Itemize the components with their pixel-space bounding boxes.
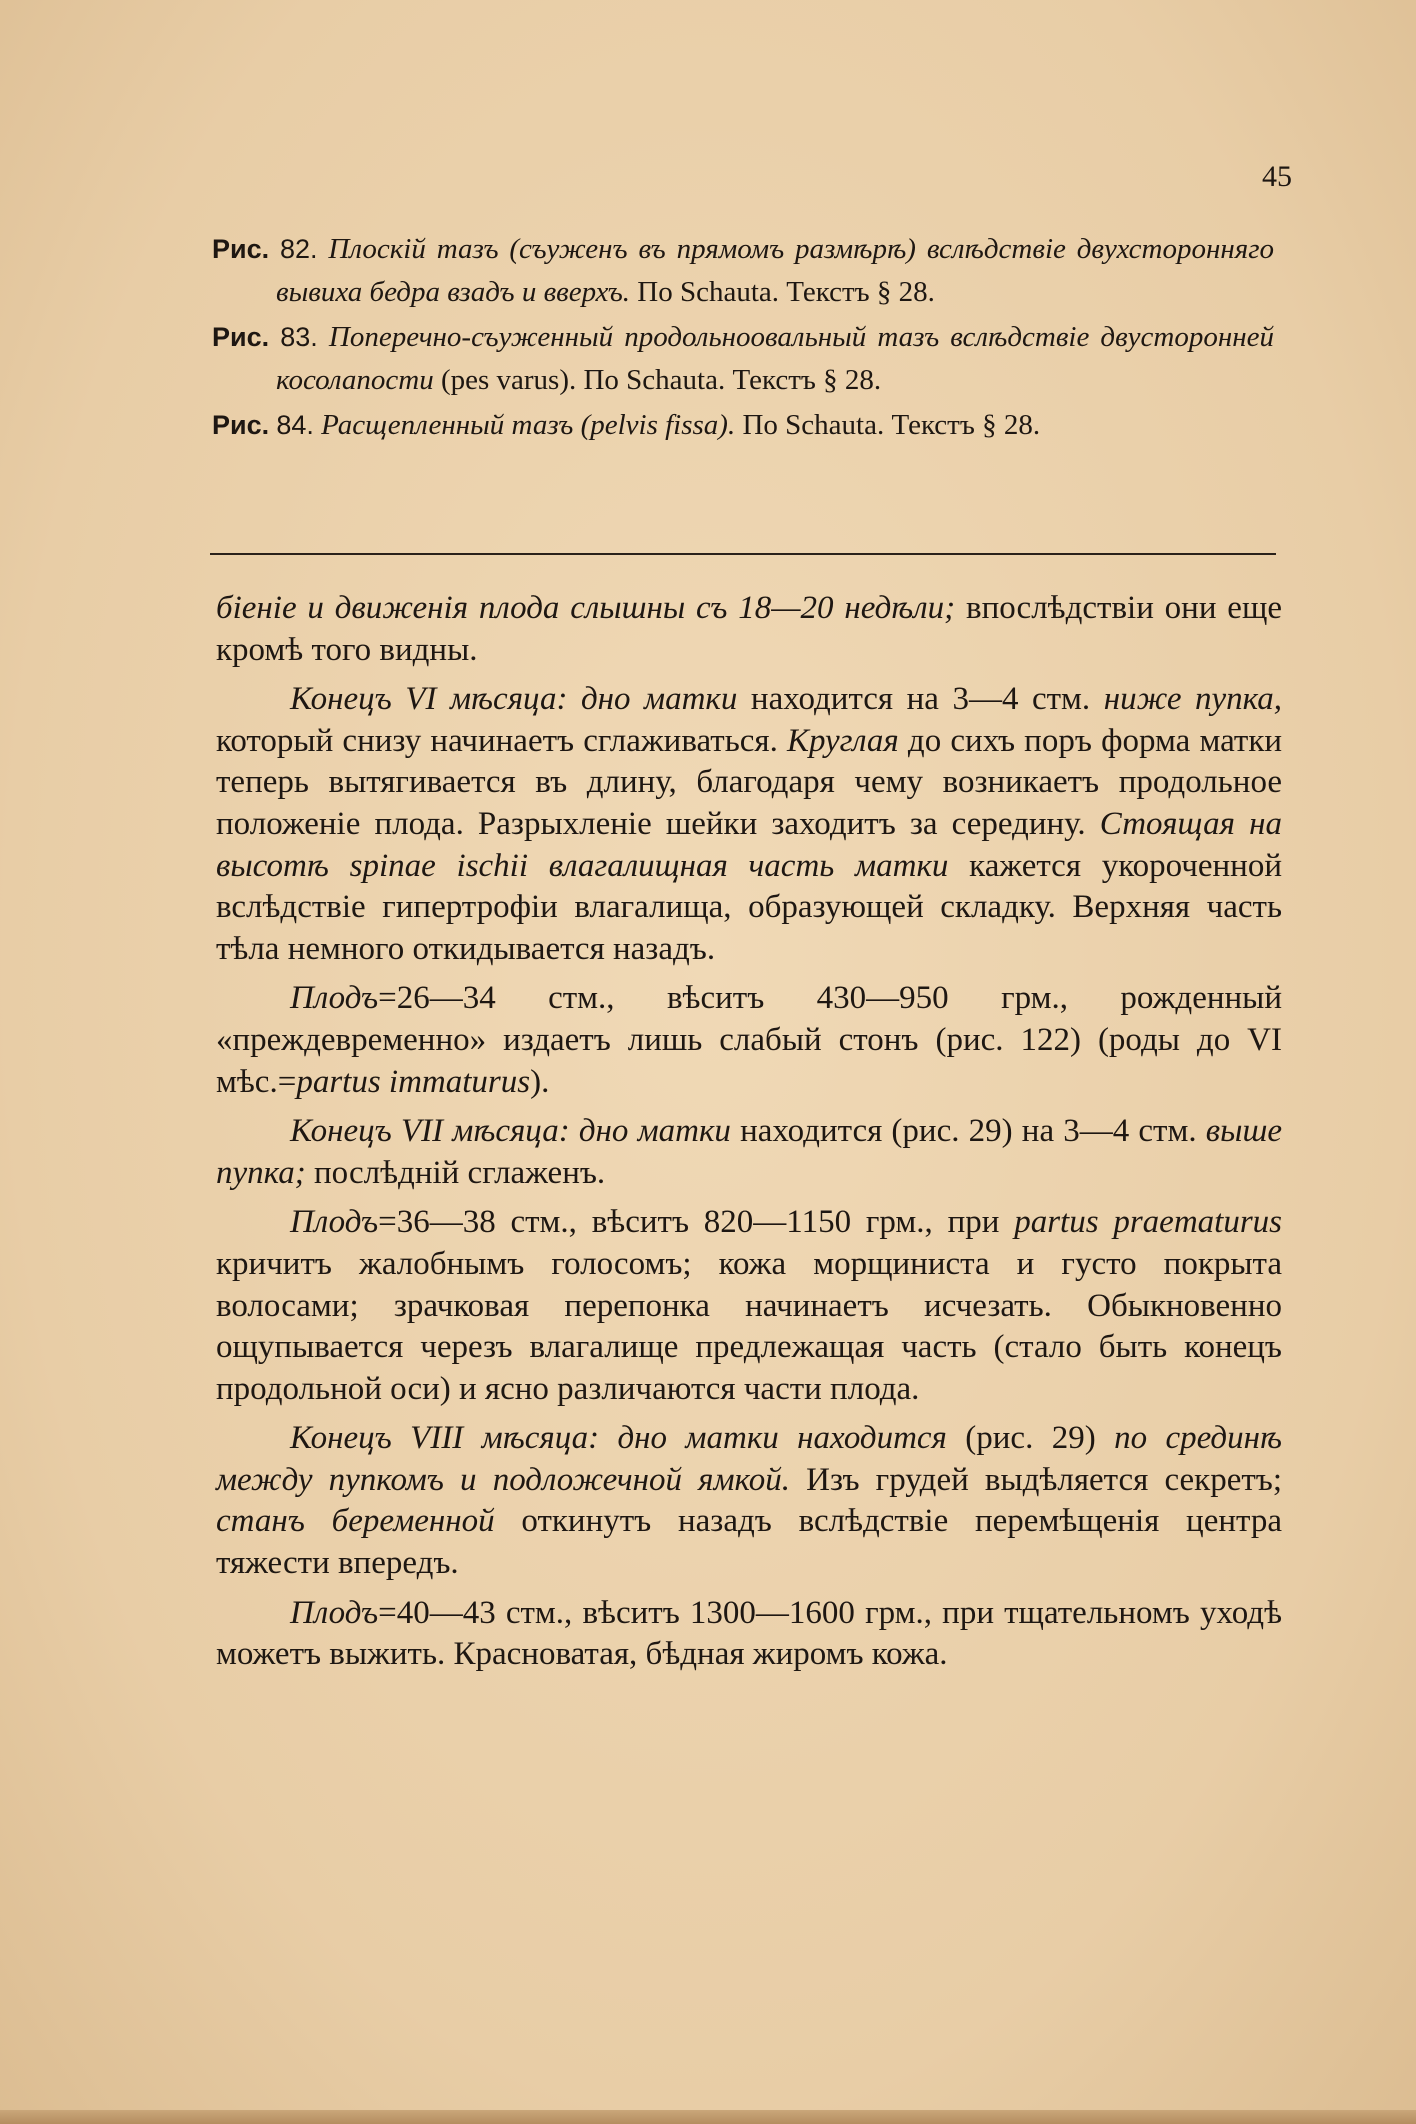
figure-captions (212, 228, 1274, 449)
caption-fig-83 (212, 316, 1274, 402)
text: =36—38 стм., вѣситъ 820—1150 грм., при (378, 1204, 1000, 1241)
paragraph-fetus-8 (216, 1593, 1282, 1676)
caption-label: Рис. (212, 234, 270, 264)
caption-source: (pes varus). По Schauta. Текстъ § 28. (440, 364, 882, 396)
text: Изъ грудей выдѣляется секретъ; (806, 1461, 1283, 1498)
text: послѣдній сглаженъ. (314, 1154, 606, 1191)
paragraph-month-6 (216, 679, 1282, 970)
emphasis: по срединѣ между пупкомъ и подложечной ямкой. (216, 1420, 1282, 1498)
paragraph-fetus-6 (216, 978, 1282, 1103)
emphasis: Конецъ VII мѣсяца: дно матки (290, 1113, 731, 1150)
emphasis: partus praematurus (1014, 1204, 1283, 1241)
emphasis: станъ беременной (216, 1503, 495, 1540)
caption-number: 83. (280, 322, 318, 352)
paragraph-month-8 (216, 1418, 1282, 1584)
text: кричитъ жалобнымъ голосомъ; кожа морщиниста и густо покрыта волосами; зрачковая перепонка начинаетъ исчезать. Обыкновенно ощупывается черезъ влагалище предлежащая часть (стало быть конецъ продольной оси) и ясно различаются части плода. (216, 1245, 1282, 1407)
text: ). (530, 1063, 550, 1100)
emphasis: Плодъ (290, 1204, 379, 1241)
text: =26—34 стм., вѣситъ 430—950 грм., рожденный «преждевременно» издаетъ лишь слабый стонъ (рис. 122) (роды до VI мѣс.= (216, 980, 1282, 1100)
emphasis: partus immaturus (296, 1063, 531, 1100)
caption-number: 84. (276, 410, 314, 440)
text: (рис. 29) (965, 1420, 1096, 1457)
emphasis: ниже пупка, (1103, 681, 1283, 718)
emphasis: Плодъ (290, 980, 379, 1017)
text: кажется укороченной вслѣдствіе гипертрофіи влагалища, образующей складку. Верхняя часть тѣла немного откидывается назадъ. (216, 847, 1282, 967)
emphasis: выше пупка; (216, 1113, 1282, 1191)
emphasis: Стоящая на высотѣ spinae ischii влагалищная часть матки (216, 805, 1282, 884)
caption-label: Рис. (212, 322, 270, 352)
emphasis: Плодъ (290, 1594, 379, 1631)
text: =40—43 стм., вѣситъ 1300—1600 грм., при тщательномъ уходѣ можетъ выжить. Красноватая, бѣдная жиромъ кожа. (216, 1594, 1282, 1673)
caption-title: Расщепленный тазъ (pelvis fissa). (321, 409, 736, 441)
paragraph-month-7 (216, 1111, 1282, 1194)
text: до сихъ поръ форма матки теперь вытягивается въ длину, благодаря чему возникаетъ продольное положеніе плода. Разрыхленіе шейки заходитъ за середину. (216, 722, 1283, 842)
text: находится на 3—4 стм. (750, 681, 1091, 718)
body-text (216, 588, 1282, 1684)
paragraph-fetus-7 (216, 1202, 1282, 1410)
page-number: 45 (1262, 160, 1292, 193)
caption-title: Плоскій тазъ (съуженъ въ прямомъ размѣрѣ) вслѣдствіе двухсторонняго вывиха бедра взадъ и вверхъ. (276, 233, 1275, 308)
text: который снизу начинаетъ сглаживаться. (216, 722, 778, 759)
caption-divider (210, 553, 1276, 555)
caption-title: Поперечно-съуженный продольноовальный тазъ вслѣдствіе двусторонней косолапости (276, 321, 1275, 396)
caption-fig-82 (212, 228, 1274, 314)
emphasis: Конецъ VI мѣсяца: дно матки (290, 681, 738, 718)
emphasis: Круглая (787, 722, 899, 759)
paragraph (216, 588, 1282, 671)
text: откинутъ назадъ вслѣдствіе перемѣщенія центра тяжести впередъ. (216, 1503, 1282, 1582)
caption-number: 82. (280, 234, 318, 264)
text: находится (рис. 29) на 3—4 стм. (740, 1113, 1197, 1150)
caption-source: По Schauta. Текстъ § 28. (637, 276, 935, 308)
text: впослѣдствіи они еще кромѣ того видны. (216, 590, 1283, 668)
caption-fig-84 (212, 404, 1274, 447)
caption-source: По Schauta. Текстъ § 28. (742, 409, 1041, 441)
page-edge (0, 2110, 1416, 2124)
emphasis: біеніе и движенія плода слышны съ 18—20 недѣли; (216, 590, 956, 626)
caption-label: Рис. (212, 410, 270, 440)
emphasis: Конецъ VIII мѣсяца: дно матки находится (290, 1420, 947, 1457)
